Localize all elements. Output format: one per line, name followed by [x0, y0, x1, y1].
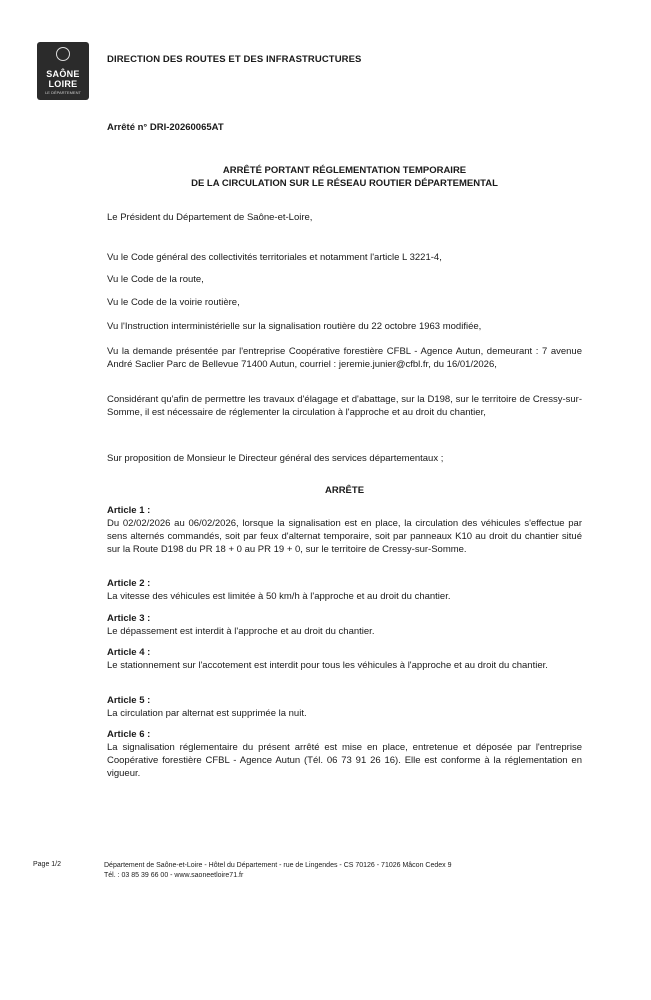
article-6 [107, 728, 582, 780]
vu-code-route: Vu le Code de la route, [107, 274, 204, 285]
article-text: Le stationnement sur l'accotement est interdit pour tous les véhicules à l'approche et au droit du chantier. [107, 660, 548, 671]
logo-subtitle: LE DÉPARTEMENT [45, 90, 81, 95]
considerant: Considérant qu'afin de permettre les travaux d'élagage et d'abattage, sur la D198, sur le territoire de Cressy-sur-Somme, il est nécessaire de réglementer la circulation à l'approche et au droit du chantier, [107, 394, 582, 418]
article-title: Article 4 : [107, 647, 151, 658]
article-2 [107, 577, 582, 603]
arrete-heading: ARRÊTE [324, 485, 365, 496]
logo-line1: SAÔNE [46, 69, 80, 79]
article-text: La vitesse des véhicules est limitée à 50 km/h à l'approche et au droit du chantier. [107, 591, 451, 602]
article-4 [107, 646, 582, 672]
arrete-number: Arrêté n° DRI-20260065AT [107, 122, 224, 133]
article-text: La signalisation réglementaire du présent arrêté est mise en place, entretenue et déposée par l'entreprise Coopérative forestière CFBL - Agence Autun (Tél. 06 73 91 26 16). Elle est conforme à la réglementation en vigueur. [107, 742, 582, 779]
president-line: Le Président du Département de Saône-et-Loire, [107, 212, 313, 223]
article-title: Article 6 : [107, 729, 151, 740]
article-text: La circulation par alternat est supprimée la nuit. [107, 708, 307, 719]
title-line-2: DE LA CIRCULATION SUR LE RÉSEAU ROUTIER DÉPARTEMENTAL [191, 178, 498, 189]
emblem-icon [56, 47, 70, 61]
article-5 [107, 694, 582, 720]
vu-demande: Vu la demande présentée par l'entreprise Coopérative forestière CFBL - Agence Autun, demeurant : 7 avenue André Saclier Parc de Bellevue 71400 Autun, courriel : jeremie.junier@cfbl.fr, du 16/01/2026, [107, 346, 582, 370]
title-line-1: ARRÊTÉ PORTANT RÉGLEMENTATION TEMPORAIRE [222, 165, 467, 176]
vu-instruction: Vu l'Instruction interministérielle sur la signalisation routière du 22 octobre 1963 modifiée, [107, 321, 482, 332]
logo-line2: LOIRE [48, 79, 78, 89]
article-text: Le dépassement est interdit à l'approche et au droit du chantier. [107, 626, 375, 637]
document-title [107, 164, 582, 190]
footer-line-2: Tél. : 03 85 39 66 00 - www.saoneetloire71.fr [104, 872, 244, 879]
article-title: Article 3 : [107, 613, 151, 624]
article-title: Article 2 : [107, 578, 151, 589]
article-title: Article 1 : [107, 505, 151, 516]
page-number: Page 1/2 [33, 861, 62, 868]
article-text: Du 02/02/2026 au 06/02/2026, lorsque la signalisation est en place, la circulation des véhicules s'effectue par sens alternés commandés, soit par feux d'alternat temporaire, soit par panneaux K10 au droit du chantier situé sur la Route D198 du PR 18 + 0 au PR 19 + 0, sur le territoire de Cressy-sur-Somme. [107, 518, 582, 555]
direction-heading: DIRECTION DES ROUTES ET DES INFRASTRUCTURES [107, 54, 362, 65]
footer-address [104, 861, 451, 881]
department-logo [37, 42, 89, 100]
article-title: Article 5 : [107, 695, 151, 706]
vu-code-voirie: Vu le Code de la voirie routière, [107, 297, 240, 308]
proposition: Sur proposition de Monsieur le Directeur général des services départementaux ; [107, 453, 444, 464]
vu-cgct: Vu le Code général des collectivités territoriales et notamment l'article L 3221-4, [107, 252, 442, 263]
article-1 [107, 504, 582, 556]
article-3 [107, 612, 582, 638]
footer-line-1: Département de Saône-et-Loire - Hôtel du Département - rue de Lingendes - CS 70126 - 71026 Mâcon Cedex 9 [104, 862, 452, 869]
